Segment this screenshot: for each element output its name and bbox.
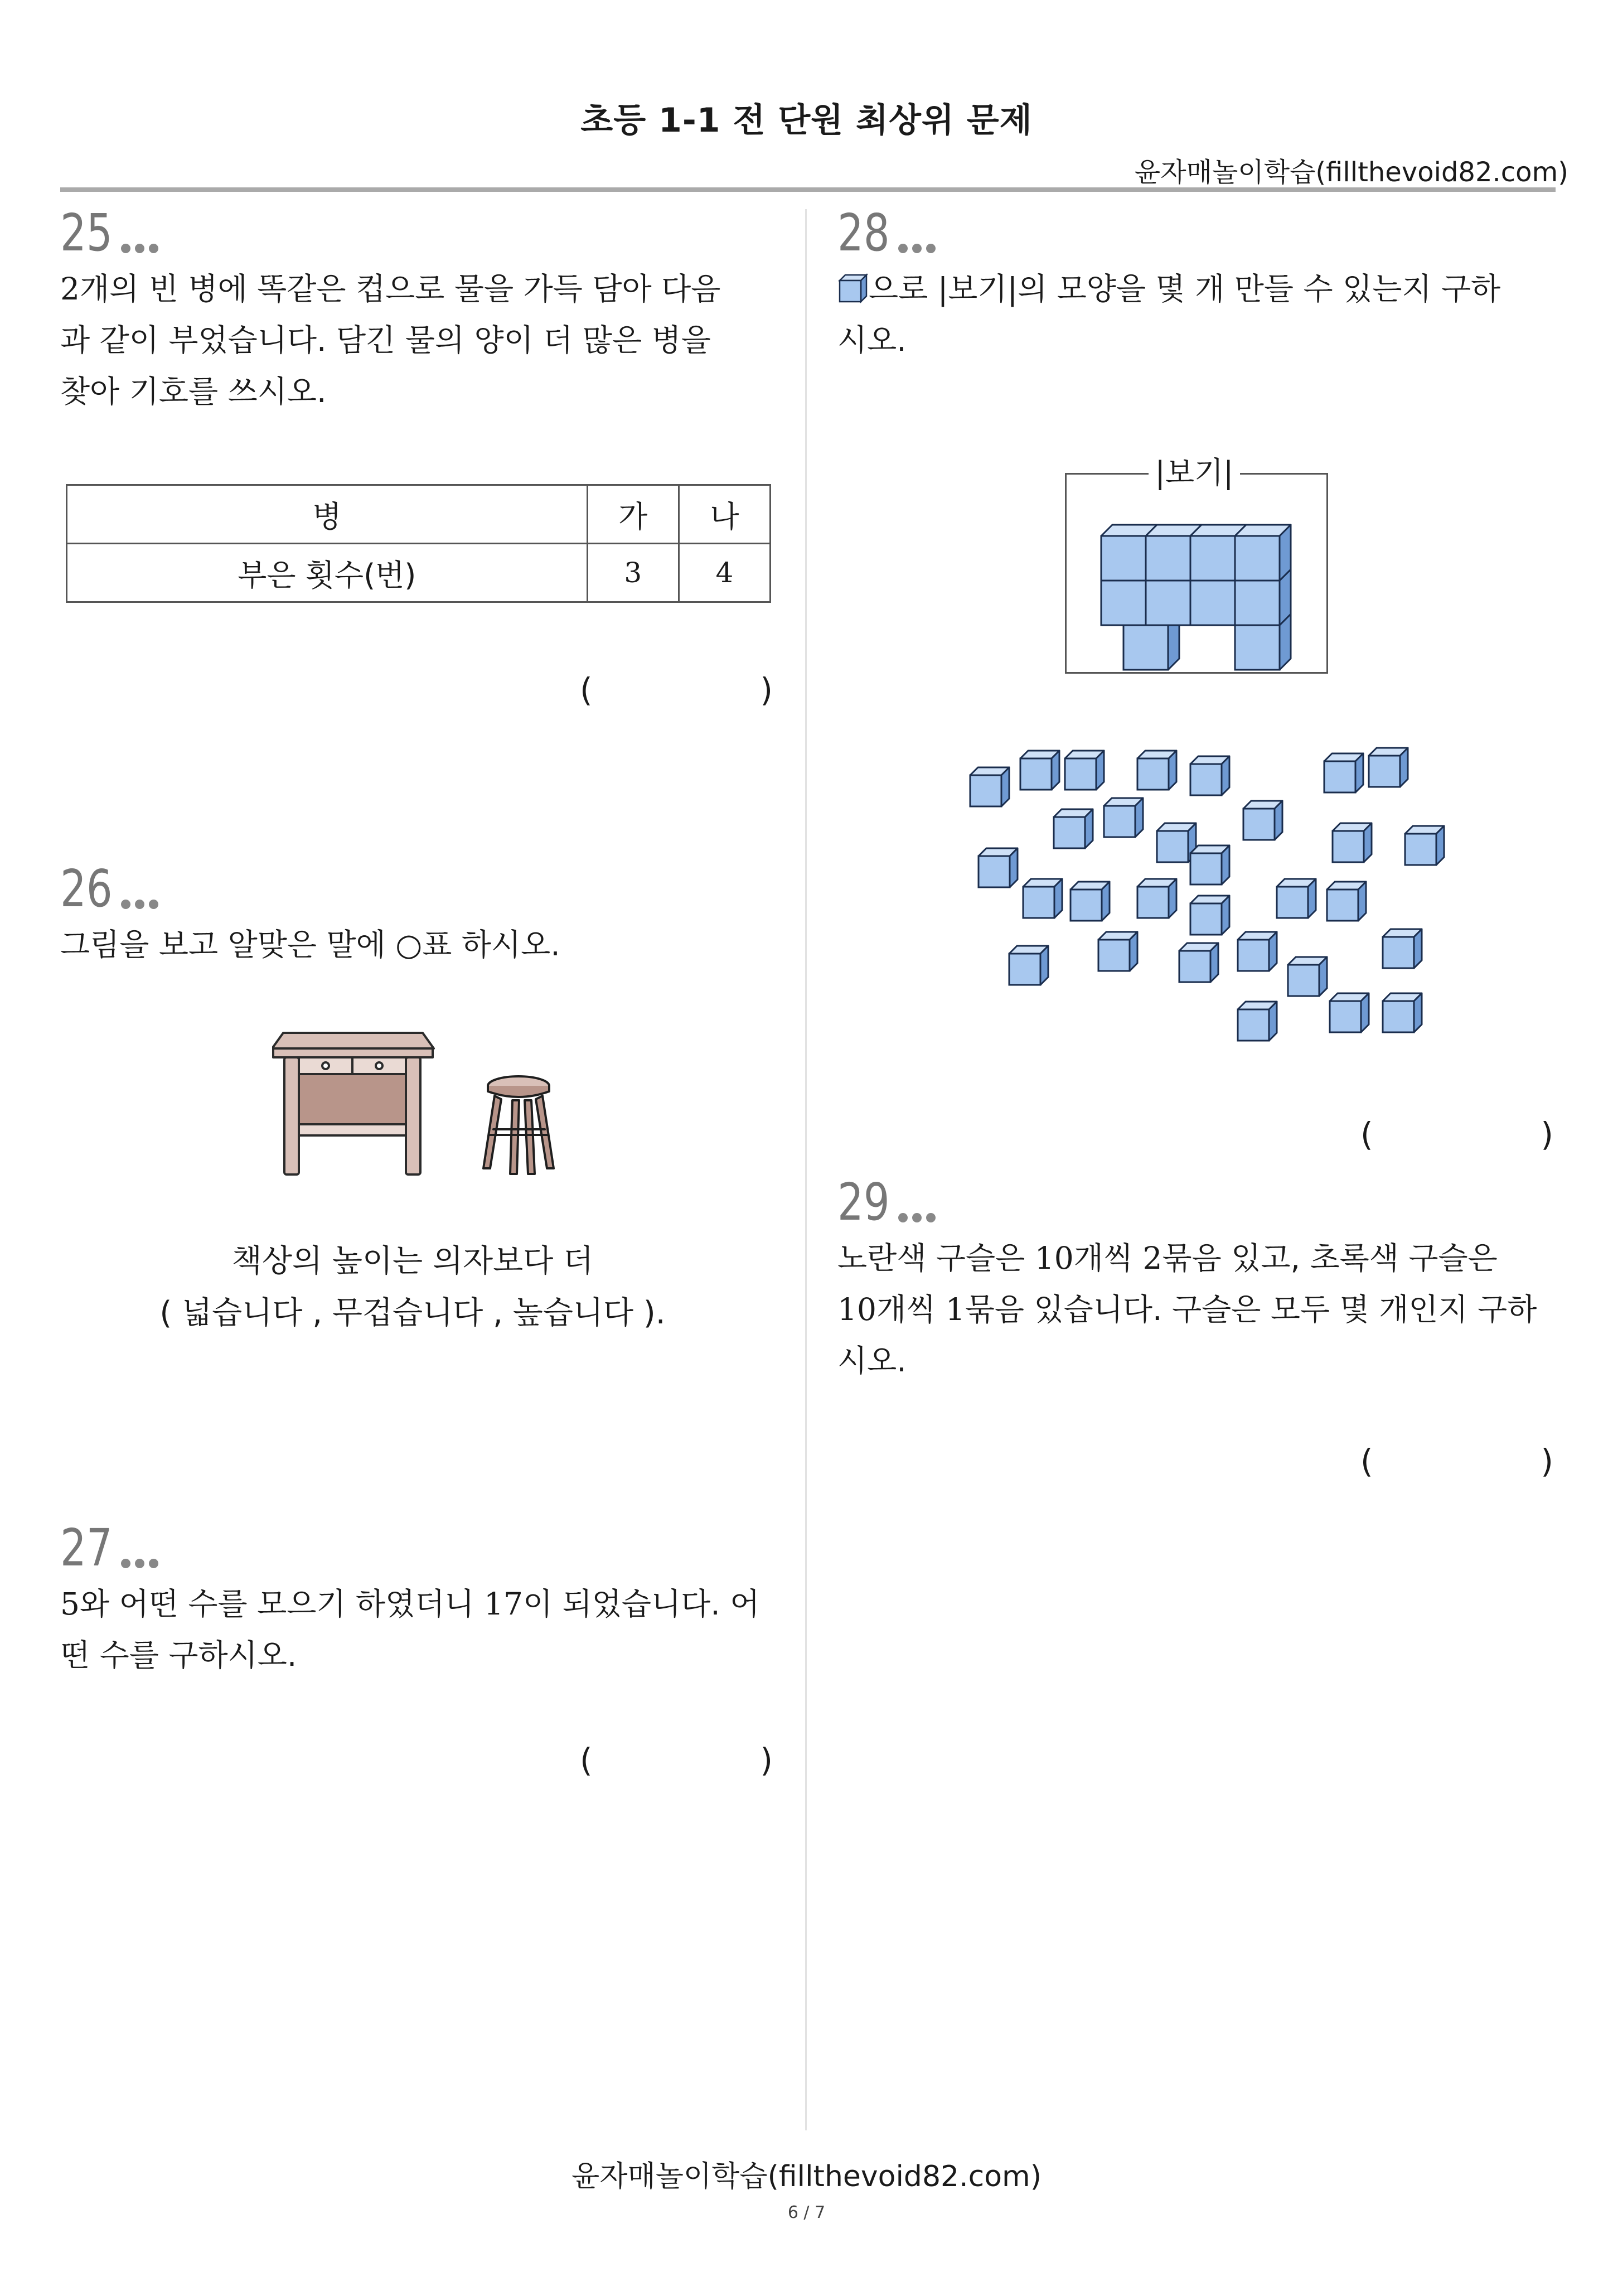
stool-icon [477,1074,560,1180]
text-line: 2개의 빈 병에 똑같은 컵으로 물을 가득 담아 다음 [60,271,721,307]
dots-icon [121,900,158,909]
header-divider [60,187,1556,192]
bottle-table [66,484,771,603]
cube-icon [1238,1002,1277,1041]
column-divider [805,209,807,2130]
text-line: 찾아 기호를 쓰시오. [60,374,327,409]
close-paren: ) [760,1741,773,1779]
text-line: 과 같이 부었습니다. 담긴 물의 양이 더 많은 병을 [60,322,711,358]
cube-icon [1190,845,1229,884]
question-26-header [60,859,158,919]
text-line: 시오. [837,322,907,358]
cube-icon [979,848,1018,887]
cube-icon [1238,932,1277,971]
table-cell: 3 [587,544,679,602]
open-paren: ( [1360,1442,1373,1480]
example-label: |보기| [1149,453,1240,493]
close-paren: ) [1541,1442,1553,1480]
dots-icon [898,244,936,253]
cube-icon [1104,798,1143,837]
table-header-cell: 가 [587,485,679,544]
cube-icon [1137,879,1176,918]
table-cell: 4 [679,544,770,602]
close-paren: ) [760,671,773,709]
cube-icon [1277,879,1316,918]
cube-icon [1235,525,1291,581]
page-title: 초등 1-1 전 단원 최상위 문제 [580,101,1033,140]
question-number: 28 [837,203,890,263]
question-28-header [837,203,936,263]
question-29-text [837,1232,1557,1386]
question-number: 29 [837,1172,890,1232]
cube-icon [1383,993,1422,1032]
answer-blank[interactable] [580,1741,773,1779]
page-number: 6 / 7 [787,2203,826,2222]
scattered-cubes [948,736,1450,1060]
open-paren: ( [1360,1115,1373,1153]
text-line: 떤 수를 구하시오. [60,1637,297,1673]
cube-icon [1330,993,1369,1032]
cube-icon [1383,929,1422,968]
open-paren: ( [580,1741,593,1779]
sentence-line: 책상의 높이는 의자보다 더 [231,1243,594,1279]
open-paren: ( [580,671,593,709]
cube-icon [1023,879,1062,918]
example-box [1065,473,1328,674]
text-line: 5와 어떤 수를 모으기 하였더니 17이 되었습니다. 어 [60,1586,760,1622]
answer-blank[interactable] [1360,1442,1553,1480]
text-line: 으로 |보기|의 모양을 몇 개 만들 수 있는지 구하 [837,263,1557,315]
table-header-cell: 병 [67,485,588,544]
question-26-sentence [78,1235,747,1339]
cube-icon [1327,882,1366,921]
cube-icon [1098,932,1137,971]
table-row [67,544,771,602]
cube-icon [1369,748,1408,787]
question-number: 25 [60,203,113,263]
cube-icon [1020,751,1059,790]
choice-options[interactable]: ( 넓습니다 , 무겁습니다 , 높습니다 ). [159,1295,666,1331]
cube-icon [1054,809,1093,848]
answer-blank[interactable] [580,671,773,709]
table-header-cell: 나 [679,485,770,544]
question-27-header [60,1518,158,1578]
question-25-text [60,263,771,417]
cube-icon [1179,943,1218,982]
table-row [67,485,771,544]
answer-blank[interactable] [1360,1115,1553,1153]
question-28-text [837,263,1557,366]
cube-icon [837,273,869,304]
example-shape [1067,475,1326,672]
cube-icon [1190,756,1229,795]
cube-icon [1071,882,1110,921]
cube-icon [1137,751,1176,790]
cube-icon [1065,751,1104,790]
cube-icon [1405,826,1444,865]
cube-icon [970,767,1009,806]
close-paren: ) [1541,1115,1553,1153]
cube-icon [1009,946,1048,985]
text-line: 시오. [837,1343,907,1379]
question-25-header [60,203,158,263]
text-line: 노란색 구슬은 10개씩 2묶음 있고, 초록색 구슬은 [837,1240,1498,1276]
site-credit: 윤자매놀이학습(fillthevoid82.com) [1134,157,1568,188]
question-number: 26 [60,859,113,919]
cube-icon [1324,753,1363,792]
question-27-text [60,1578,771,1681]
row-label-cell: 부은 횟수(번) [67,544,588,602]
dots-icon [898,1213,936,1222]
cube-icon [1333,823,1372,862]
cube-icon [1288,957,1327,996]
question-number: 27 [60,1518,113,1578]
desk-icon [272,1026,439,1182]
cube-icon [1243,801,1282,840]
question-26-text: 그림을 보고 알맞은 말에 ○표 하시오. [60,927,560,963]
cube-icon [1190,896,1229,935]
question-29-header [837,1172,936,1232]
dots-icon [121,244,158,253]
dots-icon [121,1559,158,1568]
footer-site: 윤자매놀이학습(fillthevoid82.com) [571,2160,1042,2193]
text-line: 10개씩 1묶음 있습니다. 구슬은 모두 몇 개인지 구하 [837,1292,1537,1327]
